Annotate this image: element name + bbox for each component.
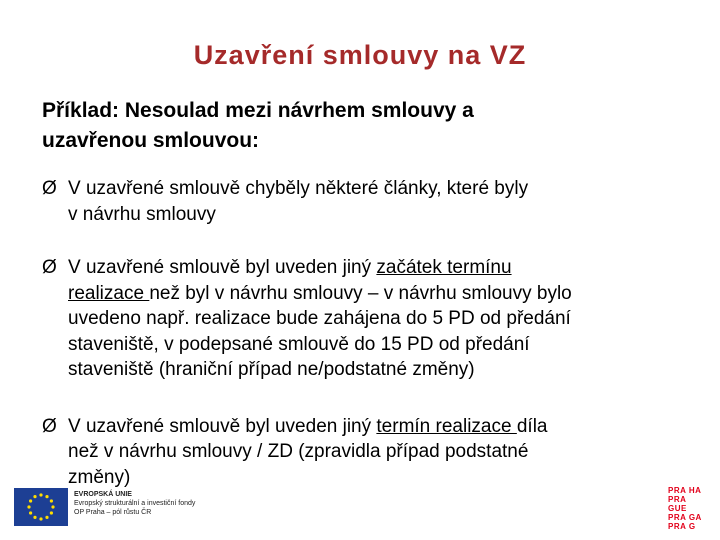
eu-star bbox=[29, 511, 32, 514]
eu-text-block bbox=[74, 490, 224, 517]
slide-title: Uzavření smlouvy na VZ bbox=[193, 40, 527, 70]
bullet-2-text-b: než byl v návrhu smlouvy – v návrhu smlouvy bylo bbox=[149, 282, 572, 304]
eu-star bbox=[33, 495, 36, 498]
slide-subtitle bbox=[42, 96, 662, 156]
eu-stars-icon bbox=[14, 488, 68, 526]
arrow-bullet-icon: Ø bbox=[42, 415, 57, 437]
bullet-3-line-1 bbox=[68, 414, 682, 440]
eu-star bbox=[50, 499, 53, 502]
bullet-1-line-2: v návrhu smlouvy bbox=[68, 203, 216, 225]
bullet-item-2 bbox=[42, 255, 682, 383]
eu-text-line-2: Evropský strukturální a investiční fondy bbox=[74, 500, 196, 507]
bullet-list bbox=[42, 176, 682, 518]
eu-star bbox=[51, 505, 54, 508]
arrow-bullet-icon: Ø bbox=[42, 257, 57, 278]
bullet-2-line-2 bbox=[68, 281, 682, 307]
eu-footer-logo bbox=[14, 488, 224, 528]
bullet-item-1 bbox=[42, 176, 682, 227]
bullet-item-3 bbox=[42, 414, 682, 491]
eu-star bbox=[33, 516, 36, 519]
arrow-bullet-icon: Ø bbox=[42, 178, 57, 199]
eu-text-line-1: EVROPSKÁ UNIE bbox=[74, 491, 132, 498]
eu-star bbox=[45, 495, 48, 498]
eu-star bbox=[29, 499, 32, 502]
bullet-2-underlined-b: realizace bbox=[68, 282, 150, 304]
praha-logo-line-1: PRA HA bbox=[668, 486, 702, 495]
praha-logo-line-2: PRA GUE bbox=[668, 495, 687, 513]
bullet-2-line-3: uvedeno např. realizace bude zahájena do 5 PD od předání bbox=[68, 308, 571, 329]
bullet-2-text-a: V uzavřené smlouvě byl uveden jiný bbox=[68, 257, 377, 278]
bullet-2-underlined-a: začátek termínu bbox=[376, 257, 512, 278]
bullet-1-line-1: V uzavřené smlouvě chyběly některé články, které byly bbox=[68, 178, 529, 199]
bullet-2-line-4: staveniště, v podepsané smlouvě do 15 PD od předání bbox=[68, 333, 530, 355]
eu-flag-icon bbox=[14, 488, 68, 526]
bullet-3-text-b: díla bbox=[516, 415, 548, 437]
praha-logo-line-4: PRA G bbox=[668, 522, 696, 531]
praha-logo bbox=[668, 486, 702, 531]
praha-logo-line-3: PRA GA bbox=[668, 513, 702, 522]
eu-text-line-3: OP Praha – pól růstu ČR bbox=[74, 509, 152, 516]
bullet-3-text-a: V uzavřené smlouvě byl uveden jiný bbox=[68, 415, 377, 437]
bullet-3-line-2: než v návrhu smlouvy / ZD (zpravidla případ podstatné bbox=[68, 441, 529, 462]
eu-star bbox=[50, 511, 53, 514]
bullet-2-line-5: staveniště (hraniční případ ne/podstatné změny) bbox=[68, 359, 475, 380]
subtitle-line-2: uzavřenou smlouvou: bbox=[42, 129, 260, 152]
eu-star bbox=[39, 493, 42, 496]
eu-star bbox=[27, 505, 30, 508]
bullet-3-line-3: změny) bbox=[68, 466, 131, 488]
eu-star bbox=[39, 517, 42, 520]
subtitle-line-1: Příklad: Nesoulad mezi návrhem smlouvy a bbox=[42, 99, 474, 122]
bullet-3-underlined: termín realizace bbox=[376, 415, 517, 437]
eu-star bbox=[45, 516, 48, 519]
bullet-2-line-1 bbox=[68, 255, 682, 281]
